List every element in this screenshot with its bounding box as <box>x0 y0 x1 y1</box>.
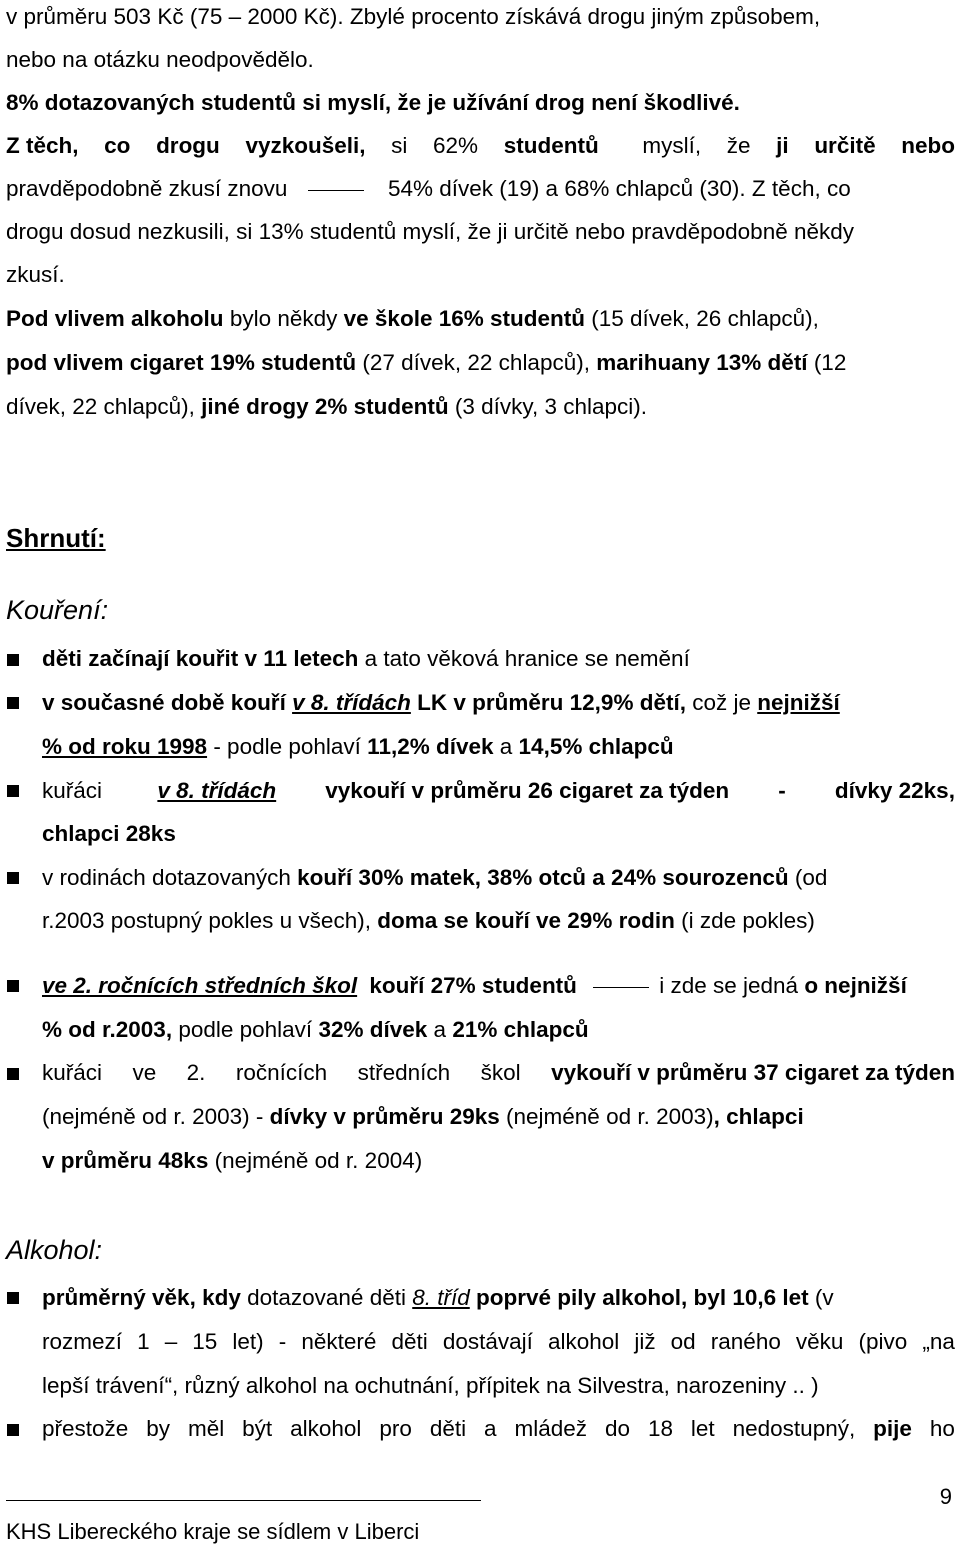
bullet-square-icon <box>7 785 19 797</box>
bullet-square-icon <box>7 872 19 884</box>
dash-line <box>308 190 364 191</box>
bullet-square-icon <box>7 1068 19 1080</box>
text-line: nebo na otázku neodpovědělo. <box>6 47 314 72</box>
list-item: průměrný věk, kdy dotazované děti 8. tříd poprvé pily alkohol, byl 10,6 let (v <box>42 1285 834 1310</box>
list-item-continuation: % od roku 1998 - podle pohlaví 11,2% dívek a 14,5% chlapců <box>42 734 674 759</box>
text-line: Z těch, co drogu vyzkoušeli, si 62% studentů myslí, že ji určitě nebo <box>6 133 955 158</box>
text-line: Pod vlivem alkoholu bylo někdy ve škole 16% studentů (15 dívek, 26 chlapců), <box>6 306 819 331</box>
footer-organization: KHS Libereckého kraje se sídlem v Liberci <box>6 1519 420 1544</box>
list-item: přestože by měl být alkohol pro děti a mládež do 18 let nedostupný, pije ho <box>42 1416 955 1441</box>
text-line: 8% dotazovaných studentů si myslí, že je užívání drog není škodlivé. <box>6 90 740 115</box>
bullet-square-icon <box>7 697 19 709</box>
list-item-continuation: rozmezí 1 – 15 let) - některé děti dostávají alkohol již od raného věku (pivo „na <box>42 1329 955 1354</box>
list-item: v současné době kouří v 8. třídách LK v průměru 12,9% dětí, což je nejnižší <box>42 690 840 715</box>
page-number: 9 <box>939 1484 952 1509</box>
text-line: zkusí. <box>6 262 65 287</box>
list-item-continuation: (nejméně od r. 2003) - dívky v průměru 29ks (nejméně od r. 2003), chlapci <box>42 1104 804 1129</box>
bullet-square-icon <box>7 1292 19 1304</box>
text-line: dívek, 22 chlapců), jiné drogy 2% studentů (3 dívky, 3 chlapci). <box>6 394 648 419</box>
list-item-continuation: v průměru 48ks (nejméně od r. 2004) <box>42 1148 423 1173</box>
list-item: kuřáci v 8. třídách vykouří v průměru 26 cigaret za týden - dívky 22ks, <box>42 778 955 803</box>
list-item-continuation: r.2003 postupný pokles u všech), doma se kouří ve 29% rodin (i zde pokles) <box>42 908 815 933</box>
dash-line <box>593 987 649 988</box>
bullet-square-icon <box>7 1424 19 1436</box>
text-line: v průměru 503 Kč (75 – 2000 Kč). Zbylé procento získává drogu jiným způsobem, <box>6 4 821 29</box>
bullet-square-icon <box>7 654 19 666</box>
list-item: děti začínají kouřit v 11 letech a tato věková hranice se nemění <box>42 646 690 671</box>
list-item-continuation: lepší trávení“, různý alkohol na ochutnání, přípitek na Silvestra, narozeniny .. ) <box>42 1373 819 1398</box>
text-line: pravděpodobně zkusí znovu 54% dívek (19) a 68% chlapců (30). Z těch, co <box>6 176 851 201</box>
list-item: kuřáci ve 2. ročnících středních škol vykouří v průměru 37 cigaret za týden <box>42 1060 955 1085</box>
bullet-square-icon <box>7 980 19 992</box>
smoking-heading: Kouření: <box>6 595 109 625</box>
list-item: ve 2. ročnících středních škol kouří 27% studentů i zde se jedná o nejnižší <box>42 973 907 998</box>
text-line: pod vlivem cigaret 19% studentů (27 dívek, 22 chlapců), marihuany 13% dětí (12 <box>6 350 847 375</box>
list-item: v rodinách dotazovaných kouří 30% matek, 38% otců a 24% sourozenců (od <box>42 865 828 890</box>
list-item-continuation: chlapci 28ks <box>42 821 176 846</box>
list-item-continuation: % od r.2003, podle pohlaví 32% dívek a 21% chlapců <box>42 1017 589 1042</box>
text-line: drogu dosud nezkusili, si 13% studentů myslí, že ji určitě nebo pravděpodobně někdy <box>6 219 855 244</box>
footer-divider <box>6 1500 481 1501</box>
summary-heading: Shrnutí: <box>6 523 106 553</box>
alcohol-heading: Alkohol: <box>6 1235 103 1265</box>
